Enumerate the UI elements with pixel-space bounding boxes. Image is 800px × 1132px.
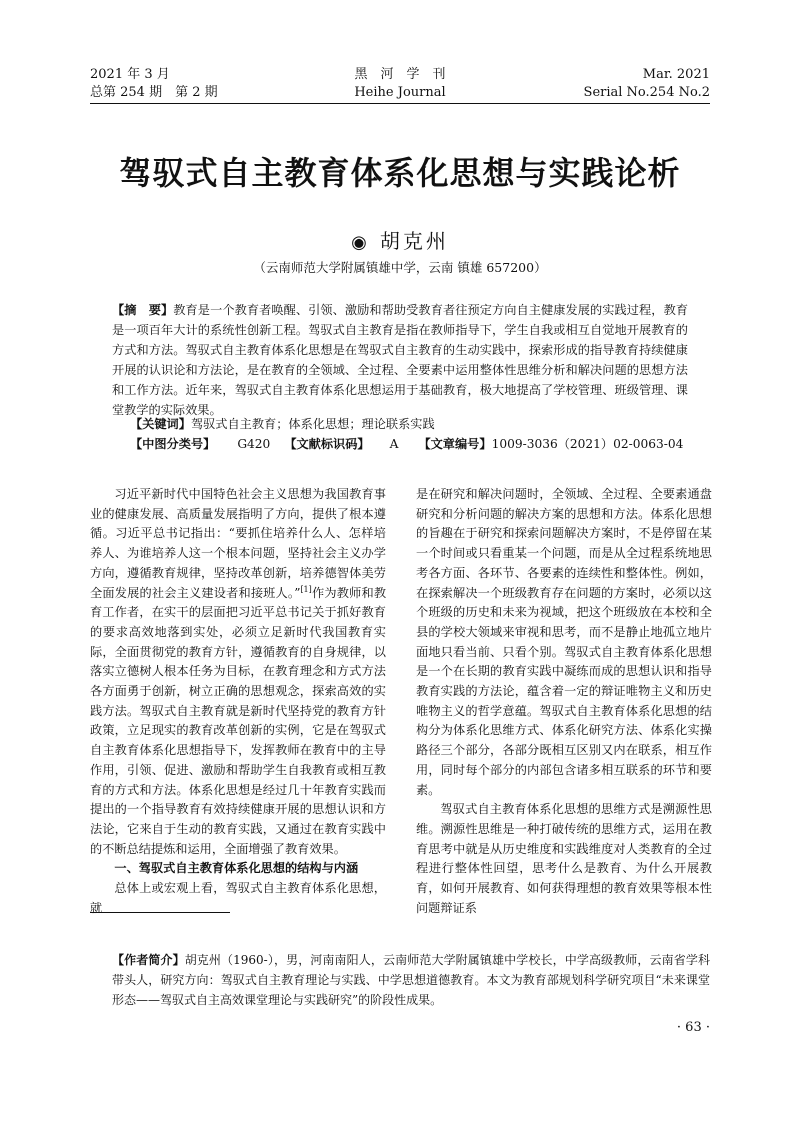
footnote-rule: [90, 912, 230, 913]
clc-value: G420: [237, 437, 271, 451]
article-number-label: 【文章编号】: [418, 437, 492, 451]
body-text: 作为教师和教育工作者，在实干的层面把习近平总书记关于抓好教育的要求高效地落到实处，必须立足新时代我国教育实际，全面贯彻党的教育方针，遵循教育的自身规律，以落实立德树人根本任务为目标，在教育理念和方式方法各方面勇于创新，树立正确的思想观念，探索高效的实践方法。驾驭式自主教育就是新时代坚持党的教育方针政策，立足现实的教育改革创新的实例，它是在驾驭式自主教育体系化思想指导下，发挥教师在教育中的主导作用，引领、促进、激励和帮助学生自我教育或相互教育的方式和方法。体系化思想是经过几十年教育实践而提出的一个指导教育有效持续健康开展的思想认识和方法论，它来自于生动的教育实践，又通过在教育实践中的不断总结提炼和运用，全面增强了教育效果。: [90, 585, 387, 856]
body-text: 习近平新时代中国特色社会主义思想为我国教育事业的健康发展、高质量发展指明了方向，提供了根本遵循。习近平总书记指出：“要抓住培养什么人、怎样培养人、为谁培养人这一个根本问题，坚持社会主义办学方向，遵循教育规律，坚持改革创新，培养德智体美劳全面发展的社会主义建设者和接班人。”: [90, 487, 386, 600]
classification-line: [130, 434, 690, 454]
abstract: [112, 300, 688, 420]
author-affiliation: （云南师范大学附属镇雄中学，云南 镇雄 657200）: [253, 260, 547, 275]
header-issue-en: [584, 66, 710, 102]
doc-code-label: 【文献标识码】: [284, 437, 370, 451]
abstract-text: 教育是一个教育者唤醒、引领、激励和帮助受教育者往预定方向自主健康发展的实践过程，教育是一项百年大计的系统性创新工程。驾驭式自主教育是指在教师指导下，学生自我或相互自觉地开展教育的方式和方法。驾驭式自主教育体系化思想是在驾驭式自主教育的生动实践中，探索形成的指导教育持续健康开展的认识论和方法论，是在教育的全领域、全过程、全要素中运用整体性思维分析和解决问题的思想方法和工作方法。近年来，驾驭式自主教育体系化思想运用于基础教育，极大地提高了学校管理、班级管理、课堂教学的实际效果。: [112, 303, 689, 417]
running-header: [90, 66, 710, 108]
abstract-label: 【摘 要】: [112, 303, 174, 317]
author-name: 胡克州: [379, 229, 449, 253]
citation-ref: [1]: [300, 584, 312, 594]
body-paragraph: 总体上或宏观上看，驾驭式自主教育体系化思想，就: [90, 881, 386, 915]
body-column-right: [416, 485, 712, 918]
header-issue-cn: 总第 254 期 第 2 期: [90, 85, 218, 100]
header-date-en: Mar. 2021: [642, 67, 710, 82]
section-heading: 一、驾驭式自主教育体系化思想的结构与内涵: [114, 861, 359, 876]
body-paragraph: 是在研究和解决问题时，全领域、全过程、全要素通盘研究和分析问题的解决方案的思想和方法。体系化思想的旨趣在于研究和探索问题解决方案时，不是停留在某一个时间或只看重某一个问题，而是从全过程系统地思考各方面、各环节、各要素的连续性和整体性。例如，在探索解决一个班级教育存在问题的方案时，必须以这个班级的历史和未来为视域，把这个班级放在本校和全县的学校大领域来审视和思考，而不是静止地孤立地片面地只看当前、只看个别。驾驭式自主教育体系化思想是一个在长期的教育实践中凝练而成的思想认识和指导教育实践的方法论，蕴含着一定的辩证唯物主义和历史唯物主义的哲学意蕴。驾驭式自主教育体系化思想的结构分为体系化思维方式、体系化研究方法、体系化实操路径三个部分，各部分既相互区别又内在联系，相互作用，同时每个部分的内部包含诸多相互联系的环节和要素。: [416, 487, 712, 797]
keywords-text: 驾驭式自主教育；体系化思想；理论联系实践: [190, 417, 435, 431]
footnote-text: 胡克州（1960-），男，河南南阳人，云南师范大学附属镇雄中学校长，中学高级教师，云南省学科带头人，研究方向：驾驭式自主教育理论与实践、中学思想道德教育。本文为教育部规划科学研究项目“未来课堂形态——驾驭式自主高效课堂理论与实践研究”的阶段性成果。: [112, 953, 710, 1007]
header-rule: [90, 103, 710, 104]
body-paragraph: [90, 485, 386, 859]
header-journal-en: Heihe Journal: [354, 85, 446, 100]
doc-code-value: A: [389, 437, 399, 451]
header-serial-en: Serial No.254 No.2: [583, 85, 710, 100]
header-date-cn: 2021 年 3 月: [90, 67, 170, 82]
keywords-label: 【关键词】: [130, 417, 191, 431]
article-number-value: 1009-3036（2021）02-0063-04: [491, 437, 684, 451]
keywords: [130, 414, 690, 434]
author-footnote: [112, 950, 710, 1010]
body-column-left: [90, 485, 386, 918]
footnote-label: 【作者简介】: [112, 953, 185, 967]
clc-label: 【中图分类号】: [130, 437, 216, 451]
page-number: · 63 ·: [676, 1020, 710, 1035]
header-journal-cn: 黑 河 学 刊: [354, 67, 446, 82]
author-line: [0, 225, 800, 254]
author-bullet-icon: ◉: [351, 232, 370, 253]
article-title: 驾驭式自主教育体系化思想与实践论析: [119, 154, 681, 192]
body-paragraph: 驾驭式自主教育体系化思想的思维方式是溯源性思维。溯源性思维是一种打破传统的思维方式，运用在教育思考中就是从历史维度和实践维度对人类教育的全过程进行整体性回望，思考什么是教育、为什么开展教育，如何开展教育、如何获得理想的教育效果等根本性问题辩证系: [416, 802, 712, 915]
